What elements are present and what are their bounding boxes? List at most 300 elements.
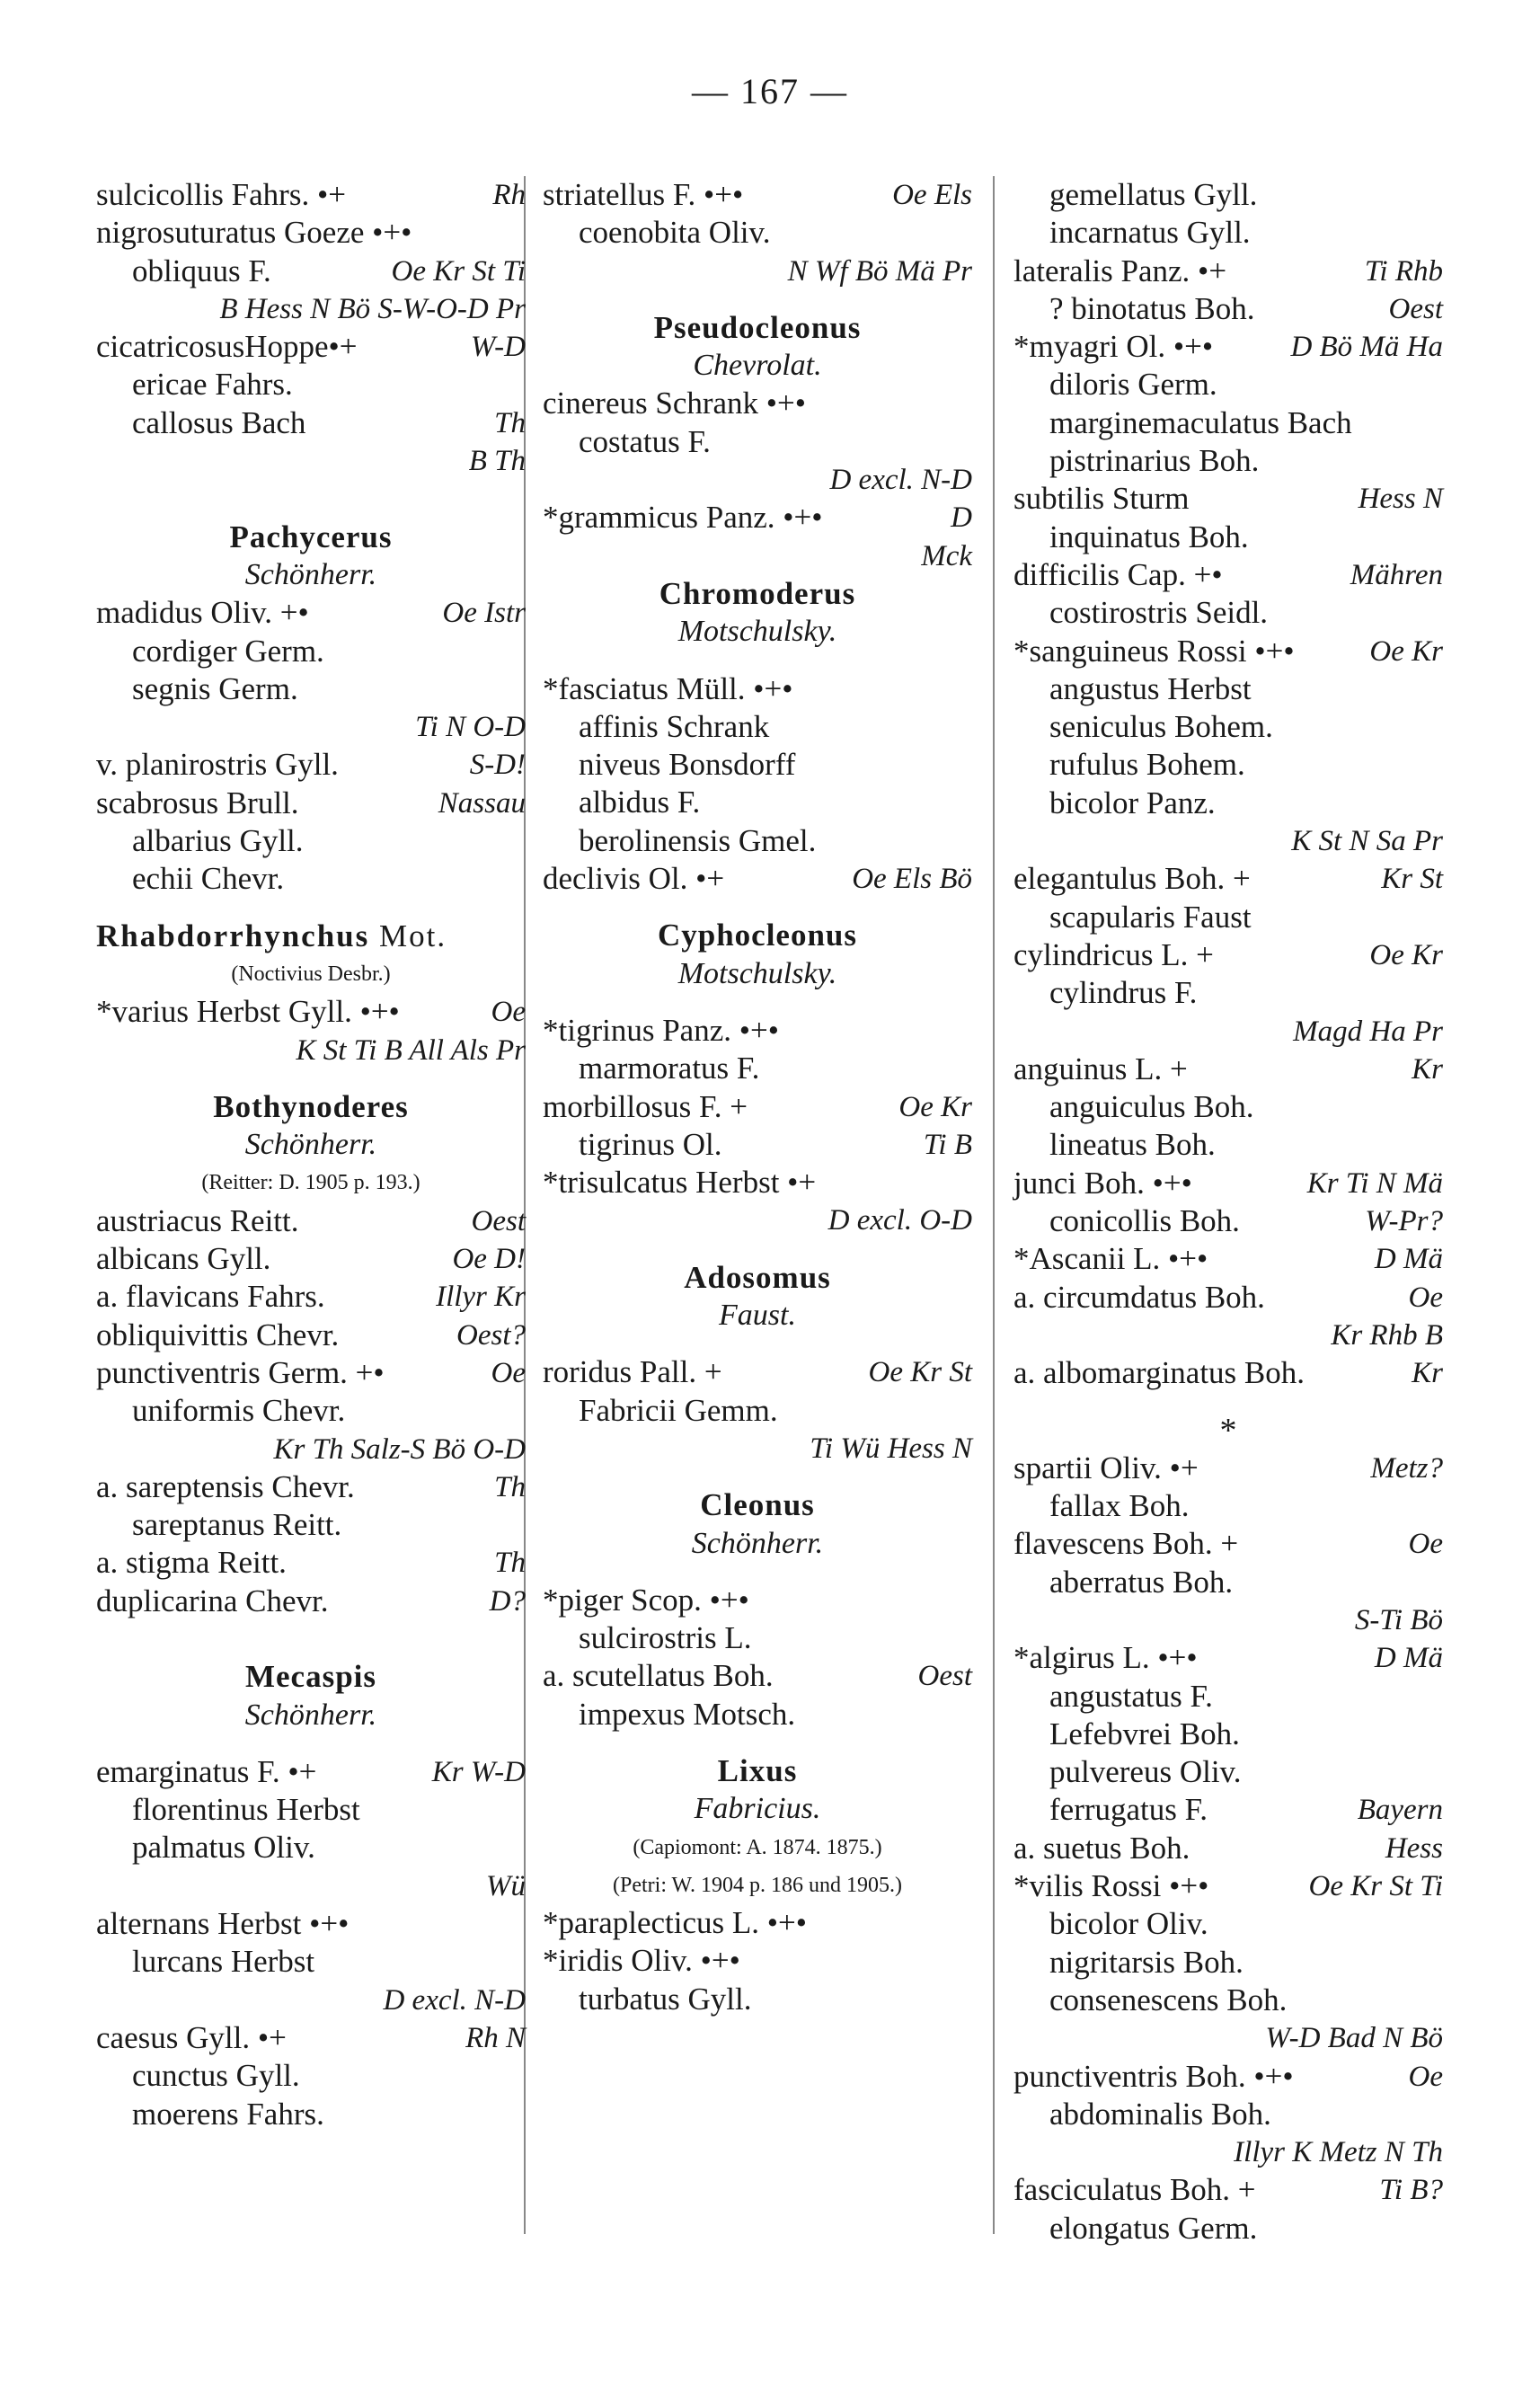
taxon-name: conicollis Boh. [1049, 1203, 1240, 1239]
taxon-name: a. flavicans Fahrs. [96, 1279, 325, 1315]
taxon-name: echii Chevr. [132, 861, 285, 897]
synonym-entry [96, 822, 526, 860]
genus-heading: Pseudocleonus [653, 309, 862, 345]
taxon-name: striatellus F. •+• [543, 177, 744, 212]
taxon-name: flavescens Boh. + [1013, 1526, 1239, 1562]
species-entry [543, 670, 972, 708]
distribution: Oe [491, 1356, 526, 1389]
taxon-name: incarnatus Gyll. [1049, 215, 1251, 251]
taxon-name: ? binotatus Boh. [1049, 290, 1255, 326]
genus-heading: Adosomus [684, 1259, 831, 1295]
taxon-name: *algirus L. •+• [1013, 1640, 1198, 1676]
taxon-name: seniculus Bohem. [1049, 709, 1273, 745]
distribution: Kr [1412, 1357, 1443, 1390]
taxon-name: uniformis Chevr. [132, 1393, 346, 1429]
synonym-entry [1013, 1202, 1443, 1240]
synonym-entry [96, 670, 526, 708]
distribution: Oe Kr [1369, 938, 1443, 971]
synonym-entry [543, 746, 972, 784]
synonym-entry [1013, 708, 1443, 746]
distribution: D excl. O-D [828, 1204, 972, 1237]
taxon-name: palmatus Oliv. [132, 1830, 315, 1866]
taxon-name: alternans Herbst •+• [96, 1906, 350, 1942]
synonym-entry [543, 1050, 972, 1087]
taxon-name: obliquus F. [132, 253, 271, 288]
taxon-name: *piger Scop. •+• [543, 1582, 749, 1618]
species-entry [543, 1582, 972, 1619]
species-entry [1013, 1450, 1443, 1487]
genus-heading: Bothynoderes [213, 1088, 409, 1124]
genus-author: Schönherr. [244, 557, 377, 591]
spacer [543, 290, 972, 309]
distribution: Mähren [1350, 558, 1443, 591]
synonym-entry [1013, 519, 1443, 556]
species-entry [543, 1904, 972, 1942]
taxon-name: a. sareptensis Chevr. [96, 1468, 355, 1504]
species-entry [1013, 1867, 1443, 1905]
distribution: Kr St [1381, 863, 1443, 896]
taxon-name: duplicarina Chevr. [96, 1583, 329, 1618]
genus-author: Motschulsky. [677, 956, 837, 990]
taxon-name: scapularis Faust [1049, 899, 1252, 935]
synonym-entry [1013, 366, 1443, 403]
species-entry [96, 1905, 526, 1943]
distribution: K St Ti B All Als Pr [296, 1033, 526, 1067]
reference-note: (Capiomont: A. 1874. 1875.) [633, 1835, 882, 1859]
distribution: Th [494, 406, 526, 439]
taxon-name: lurcans Herbst [132, 1944, 315, 1980]
distribution-line [96, 442, 526, 480]
synonym-entry [1013, 594, 1443, 632]
synonym-entry [1013, 1564, 1443, 1601]
taxon-name: fallax Boh. [1049, 1488, 1190, 1524]
distribution: Oe Kr St Ti [391, 254, 526, 288]
distribution-line [96, 1982, 526, 2019]
synonym-entry [96, 2057, 526, 2095]
text-column-1 [96, 176, 526, 2133]
taxon-name: anguinus L. + [1013, 1051, 1188, 1086]
distribution-line [1013, 2133, 1443, 2171]
synonym-entry [1013, 442, 1443, 480]
spacer [96, 899, 526, 918]
species-entry [96, 993, 526, 1031]
taxon-name: elegantulus Boh. + [1013, 861, 1251, 897]
distribution: S-Ti Bö [1354, 1603, 1443, 1636]
taxon-name: marmoratus F. [579, 1051, 760, 1086]
genus-author: Schönherr. [244, 1128, 377, 1162]
taxon-name: morbillosus F. + [543, 1088, 748, 1124]
synonym-entry [543, 822, 972, 860]
distribution-line [96, 1867, 526, 1905]
distribution: Illyr K Metz N Th [1234, 2136, 1443, 2169]
taxon-name: florentinus Herbst [132, 1792, 360, 1828]
genus-author: Fabricius. [694, 1792, 821, 1826]
distribution: Bayern [1357, 1794, 1443, 1827]
synonym-entry [1013, 1944, 1443, 1982]
reference-note: (Reitter: D. 1905 p. 193.) [201, 1171, 420, 1195]
species-entry [1013, 1830, 1443, 1867]
species-entry [96, 214, 526, 252]
distribution: Magd Ha Pr [1293, 1015, 1443, 1048]
synonym-entry [1013, 1905, 1443, 1943]
taxon-name: callosus Bach [132, 404, 306, 440]
spacer [96, 1620, 526, 1658]
genus-name: Rhabdorrhynchus [96, 918, 370, 953]
distribution: Oe [491, 996, 526, 1029]
distribution: W-D [470, 331, 526, 364]
distribution: Oest [917, 1660, 972, 1693]
distribution: Metz? [1370, 1451, 1443, 1485]
synonym-entry [543, 708, 972, 746]
distribution: Th [494, 1470, 526, 1503]
synonym-entry [96, 1829, 526, 1866]
taxon-name: nigrosuturatus Goeze •+• [96, 215, 412, 251]
spacer [543, 1563, 972, 1582]
taxon-name: difficilis Cap. +• [1013, 556, 1223, 592]
distribution: K St N Sa Pr [1291, 825, 1443, 858]
species-entry [543, 1164, 972, 1201]
distribution: Oest [1388, 292, 1443, 325]
taxon-name: declivis Ol. •+ [543, 861, 725, 897]
taxon-name: berolinensis Gmel. [579, 822, 817, 858]
distribution: D excl. N-D [829, 464, 972, 497]
genus-author: Faust. [719, 1299, 796, 1333]
synonym-entry [96, 860, 526, 898]
taxon-name: segnis Germ. [132, 670, 298, 706]
taxon-name: spartii Oliv. •+ [1013, 1450, 1199, 1485]
distribution-line [1013, 1601, 1443, 1639]
synonym-entry [1013, 2096, 1443, 2133]
taxon-name: roridus Pall. + [543, 1354, 722, 1390]
species-entry [1013, 1279, 1443, 1317]
synonym-entry [543, 1392, 972, 1430]
distribution: D Mä [1374, 1642, 1443, 1675]
taxon-name: *myagri Ol. •+• [1013, 329, 1214, 365]
distribution: Kr Ti N Mä [1306, 1166, 1443, 1200]
distribution: Oe Els [892, 179, 972, 211]
distribution: Oe Istr [442, 597, 526, 630]
taxon-name: diloris Germ. [1049, 367, 1217, 403]
taxon-name: albidus F. [579, 785, 701, 820]
taxon-name: scabrosus Brull. [96, 785, 299, 820]
taxon-name: a. circumdatus Boh. [1013, 1279, 1265, 1315]
species-entry [96, 1544, 526, 1582]
distribution: Ti Wü Hess N [810, 1432, 972, 1465]
distribution: Nassau [438, 786, 526, 820]
spacer [1013, 1393, 1443, 1412]
synonym-entry [1013, 1791, 1443, 1829]
taxon-name: cylindrus F. [1049, 975, 1198, 1011]
spacer [543, 1733, 972, 1752]
distribution: Kr Rhb B [1331, 1318, 1443, 1352]
taxon-name: angustus Herbst [1049, 670, 1252, 706]
taxon-name: albarius Gyll. [132, 823, 304, 859]
distribution: Hess N [1358, 483, 1443, 516]
distribution: Illyr Kr [436, 1281, 526, 1314]
synonym-entry [543, 784, 972, 821]
genus-author: Mot. [369, 918, 447, 953]
taxon-name: nigritarsis Boh. [1049, 1944, 1244, 1980]
taxon-name: angustatus F. [1049, 1678, 1213, 1714]
taxon-name: punctiventris Boh. •+• [1013, 2058, 1294, 2094]
genus-author: Schönherr. [691, 1526, 824, 1560]
genus-author: Chevrolat. [693, 349, 822, 383]
synonym-entry [1013, 404, 1443, 442]
taxon-name: v. planirostris Gyll. [96, 747, 339, 783]
synonym-entry [543, 1696, 972, 1733]
taxon-name: gemellatus Gyll. [1049, 177, 1258, 212]
taxon-name: cicatricosusHoppe•+ [96, 329, 358, 365]
distribution: Rh [492, 179, 526, 211]
synonym-entry [543, 1126, 972, 1164]
taxon-name: albicans Gyll. [96, 1241, 271, 1277]
distribution: D excl. N-D [383, 1983, 526, 2017]
synonym-entry [1013, 1088, 1443, 1126]
taxon-name: *iridis Oliv. •+• [543, 1943, 740, 1979]
synonym-entry [1013, 899, 1443, 936]
species-entry [543, 499, 972, 536]
species-entry [1013, 633, 1443, 670]
genus-heading: Cyphocleonus [657, 918, 858, 953]
species-entry [1013, 253, 1443, 290]
synonym-entry [96, 633, 526, 670]
taxon-name: sulcirostris L. [579, 1620, 752, 1656]
synonym-entry [1013, 2210, 1443, 2248]
taxon-name: coenobita Oliv. [579, 215, 771, 251]
distribution-line [96, 290, 526, 328]
species-entry [96, 328, 526, 366]
taxon-name: sulcicollis Fahrs. •+ [96, 177, 346, 212]
distribution-line [1013, 822, 1443, 860]
spacer [96, 480, 526, 518]
taxon-name: pulvereus Oliv. [1049, 1754, 1242, 1790]
taxon-name: junci Boh. •+• [1013, 1165, 1192, 1201]
text-column-3 [1013, 176, 1443, 2248]
spacer [543, 1334, 972, 1353]
taxon-name: a. suetus Boh. [1013, 1830, 1190, 1866]
distribution: Oe [1408, 2060, 1443, 2093]
species-entry [1013, 328, 1443, 366]
taxon-name: ferrugatus F. [1049, 1792, 1208, 1828]
synonym-entry [96, 404, 526, 442]
synonym-entry [1013, 1753, 1443, 1791]
taxon-name: costatus F. [579, 423, 711, 459]
synonym-entry [96, 1506, 526, 1544]
distribution: Ti Rhb [1364, 254, 1443, 288]
distribution-line [543, 253, 972, 290]
distribution: Th [494, 1547, 526, 1580]
taxon-name: consenescens Boh. [1049, 1982, 1288, 2017]
column-divider [993, 176, 995, 2234]
taxon-name: lateralis Panz. •+ [1013, 253, 1227, 288]
taxon-name: bicolor Oliv. [1049, 1906, 1208, 1942]
species-entry [1013, 1639, 1443, 1677]
genus-author: Motschulsky. [677, 615, 837, 649]
page-number: — 167 — [692, 71, 848, 111]
taxon-name: *Ascanii L. •+• [1013, 1241, 1208, 1277]
species-entry [543, 1657, 972, 1695]
taxon-name: a. scutellatus Boh. [543, 1658, 774, 1694]
distribution: Oe Kr St Ti [1308, 1870, 1443, 1903]
synonym-entry [1013, 1716, 1443, 1753]
distribution: Hess [1385, 1831, 1443, 1865]
distribution-line [1013, 1317, 1443, 1354]
taxon-name: subtilis Sturm [1013, 481, 1190, 517]
species-entry [1013, 2058, 1443, 2096]
taxon-name: Fabricii Gemm. [579, 1392, 778, 1428]
spacer [543, 1467, 972, 1486]
taxon-name: inquinatus Boh. [1049, 519, 1249, 554]
taxon-name: turbatus Gyll. [579, 1981, 752, 2017]
taxon-name: punctiventris Germ. +• [96, 1354, 385, 1390]
synonym-entry [96, 1791, 526, 1829]
species-entry [1013, 480, 1443, 518]
distribution-line [543, 1430, 972, 1467]
taxon-name: emarginatus F. •+ [96, 1753, 317, 1789]
distribution: B Th [468, 445, 526, 478]
synonym-entry [1013, 1678, 1443, 1716]
species-entry [1013, 860, 1443, 898]
species-entry [543, 385, 972, 422]
distribution-line [96, 708, 526, 746]
species-entry [96, 594, 526, 632]
species-entry [96, 1583, 526, 1620]
distribution: B Hess N Bö S-W-O-D Pr [219, 292, 526, 325]
distribution: Mck [921, 539, 972, 572]
synonym-entry [543, 1619, 972, 1657]
synonym-entry [1013, 176, 1443, 214]
taxon-name: *varius Herbst Gyll. •+• [96, 994, 400, 1030]
taxon-name: *trisulcatus Herbst •+ [543, 1165, 817, 1201]
distribution: Kr [1412, 1052, 1443, 1086]
genus-heading: Lixus [717, 1752, 798, 1788]
distribution-line [543, 461, 972, 499]
species-entry [96, 1202, 526, 1240]
distribution: Oe D! [452, 1243, 526, 1276]
distribution-line [1013, 1013, 1443, 1051]
species-entry [543, 1942, 972, 1980]
taxon-name: lineatus Boh. [1049, 1127, 1216, 1163]
distribution: Kr Th Salz-S Bö O-D [273, 1432, 526, 1466]
taxon-name: cordiger Germ. [132, 633, 324, 669]
synonym-entry [1013, 1487, 1443, 1525]
synonym-entry [96, 253, 526, 290]
species-entry [1013, 936, 1443, 974]
synonym-entry [96, 2096, 526, 2133]
taxon-name: obliquivittis Chevr. [96, 1317, 340, 1352]
species-entry [1013, 556, 1443, 594]
text-column-2 [543, 176, 972, 2018]
species-entry [96, 785, 526, 822]
genus-heading: Pachycerus [229, 519, 393, 554]
taxon-name: costirostris Seidl. [1049, 595, 1269, 631]
distribution: N Wf Bö Mä Pr [787, 254, 972, 288]
distribution: D Mä [1374, 1243, 1443, 1276]
species-entry [96, 2019, 526, 2057]
distribution: Oest [471, 1204, 526, 1237]
taxon-name: madidus Oliv. +• [96, 595, 309, 631]
genus-heading: Chromoderus [659, 575, 856, 611]
species-entry [96, 1468, 526, 1506]
distribution: Oe Kr St [868, 1356, 972, 1389]
synonym-entry [1013, 746, 1443, 784]
taxon-name: a. stigma Reitt. [96, 1545, 287, 1581]
distribution: Ti B? [1379, 2174, 1443, 2207]
synonym-entry [1013, 214, 1443, 252]
taxon-name: *fasciatus Müll. •+• [543, 670, 793, 706]
distribution-line [96, 1431, 526, 1468]
synonym-entry [96, 1943, 526, 1981]
distribution-line [1013, 2019, 1443, 2057]
synonym-entry [1013, 1982, 1443, 2019]
species-entry [543, 1012, 972, 1050]
species-entry [1013, 1165, 1443, 1202]
taxon-name: rufulus Bohem. [1049, 747, 1245, 783]
synonym-entry [1013, 670, 1443, 708]
taxon-name: bicolor Panz. [1049, 785, 1216, 820]
species-entry [543, 1353, 972, 1391]
species-entry [96, 746, 526, 784]
taxon-name: austriacus Reitt. [96, 1202, 299, 1238]
distribution: Ti B [923, 1128, 972, 1161]
synonym-entry [543, 1981, 972, 2018]
taxon-name: impexus Motsch. [579, 1696, 796, 1732]
synonym-entry [1013, 290, 1443, 328]
species-entry [543, 176, 972, 214]
species-entry [96, 1240, 526, 1278]
distribution: Oe [1408, 1281, 1443, 1314]
species-entry [1013, 1525, 1443, 1563]
taxon-name: abdominalis Boh. [1049, 2096, 1271, 2132]
distribution: D Bö Mä Ha [1290, 331, 1443, 364]
species-entry [1013, 1051, 1443, 1088]
species-entry [543, 1088, 972, 1126]
taxon-name: *vilis Rossi •+• [1013, 1868, 1209, 1904]
taxon-name: affinis Schrank [579, 708, 770, 744]
species-entry [1013, 1354, 1443, 1392]
taxon-name: *paraplecticus L. •+• [543, 1905, 807, 1941]
taxon-name: fasciculatus Boh. + [1013, 2172, 1256, 2208]
taxon-name: elongatus Germ. [1049, 2210, 1258, 2246]
taxon-name: cinereus Schrank •+• [543, 386, 807, 421]
distribution-line [543, 1201, 972, 1239]
distribution: D [951, 501, 972, 535]
taxon-name: *tigrinus Panz. •+• [543, 1012, 779, 1048]
taxon-name: marginemaculatus Bach [1049, 404, 1352, 440]
distribution: W-Pr? [1365, 1205, 1443, 1238]
reference-note: (Noctivius Desbr.) [231, 962, 391, 986]
distribution: W-D Bad N Bö [1265, 2022, 1443, 2055]
distribution: D? [489, 1584, 526, 1618]
synonym-entry [543, 423, 972, 461]
genus-heading [96, 918, 526, 955]
synonym-entry [96, 1392, 526, 1430]
synonym-entry [1013, 1126, 1443, 1164]
species-entry [96, 1354, 526, 1392]
species-entry [96, 176, 526, 214]
spacer [543, 652, 972, 670]
spacer [543, 993, 972, 1012]
spacer [543, 898, 972, 917]
synonym-entry [543, 214, 972, 252]
distribution: S-D! [469, 749, 526, 782]
distribution: Oe Els Bö [852, 863, 972, 896]
distribution: Ti N O-D [415, 711, 526, 744]
taxon-name: niveus Bonsdorff [579, 747, 796, 783]
taxon-name: anguiculus Boh. [1049, 1089, 1254, 1125]
taxon-name: cylindricus L. + [1013, 936, 1214, 972]
distribution: Kr W-D [431, 1755, 526, 1788]
